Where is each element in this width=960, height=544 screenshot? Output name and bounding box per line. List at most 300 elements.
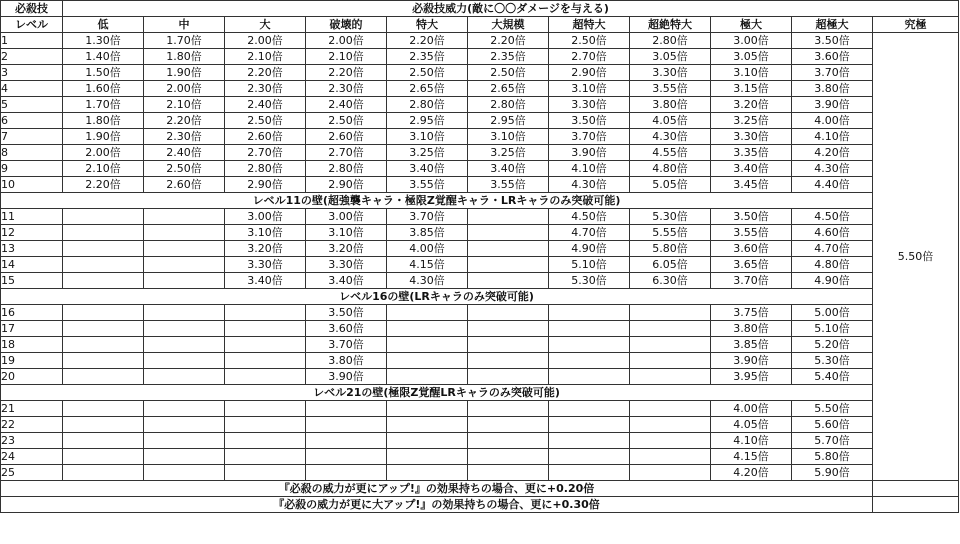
- table-row: [1, 33, 959, 49]
- multiplier-cell: [63, 225, 144, 241]
- corner-label-top: 必殺技: [1, 1, 63, 17]
- multiplier-cell: 3.70倍: [711, 273, 792, 289]
- multiplier-cell: 3.70倍: [306, 337, 387, 353]
- column-header: 超極大: [792, 17, 873, 33]
- multiplier-cell: [468, 337, 549, 353]
- multiplier-cell: 1.80倍: [144, 49, 225, 65]
- multiplier-cell: 3.90倍: [711, 353, 792, 369]
- multiplier-cell: 3.30倍: [306, 257, 387, 273]
- multiplier-cell: 5.05倍: [630, 177, 711, 193]
- multiplier-cell: [63, 433, 144, 449]
- table-row: [1, 353, 959, 369]
- multiplier-cell: 2.80倍: [306, 161, 387, 177]
- multiplier-cell: 2.20倍: [468, 33, 549, 49]
- multiplier-cell: 2.80倍: [630, 33, 711, 49]
- table-row: [1, 305, 959, 321]
- column-header: 超絶特大: [630, 17, 711, 33]
- multiplier-cell: [468, 433, 549, 449]
- column-header: 大規模: [468, 17, 549, 33]
- blank-cell: [873, 481, 959, 497]
- multiplier-cell: 2.20倍: [225, 65, 306, 81]
- multiplier-cell: [468, 417, 549, 433]
- multiplier-cell: 2.70倍: [549, 49, 630, 65]
- multiplier-cell: 4.30倍: [630, 129, 711, 145]
- multiplier-cell: 5.20倍: [792, 337, 873, 353]
- multiplier-cell: 2.40倍: [225, 97, 306, 113]
- multiplier-cell: 6.30倍: [630, 273, 711, 289]
- multiplier-cell: 3.45倍: [711, 177, 792, 193]
- multiplier-cell: [306, 401, 387, 417]
- multiplier-cell: [225, 369, 306, 385]
- multiplier-cell: [468, 353, 549, 369]
- multiplier-cell: [387, 369, 468, 385]
- table-row: [1, 81, 959, 97]
- multiplier-cell: 3.10倍: [468, 129, 549, 145]
- multiplier-cell: 4.20倍: [792, 145, 873, 161]
- multiplier-cell: 4.90倍: [549, 241, 630, 257]
- multiplier-cell: [144, 337, 225, 353]
- multiplier-cell: 2.40倍: [306, 97, 387, 113]
- level-wall-label: レベル16の壁(LRキャラのみ突破可能): [1, 289, 873, 305]
- multiplier-cell: 3.60倍: [792, 49, 873, 65]
- multiplier-cell: [468, 321, 549, 337]
- multiplier-cell: [144, 305, 225, 321]
- level-cell: 8: [1, 145, 63, 161]
- multiplier-cell: [468, 401, 549, 417]
- multiplier-cell: 2.35倍: [468, 49, 549, 65]
- multiplier-cell: 5.90倍: [792, 465, 873, 481]
- multiplier-cell: [225, 401, 306, 417]
- multiplier-cell: 4.50倍: [792, 209, 873, 225]
- footnote-row: [1, 481, 959, 497]
- multiplier-cell: [225, 417, 306, 433]
- multiplier-cell: 5.50倍: [792, 401, 873, 417]
- multiplier-cell: 2.20倍: [387, 33, 468, 49]
- multiplier-cell: 4.50倍: [549, 209, 630, 225]
- level-cell: 7: [1, 129, 63, 145]
- multiplier-cell: [144, 353, 225, 369]
- multiplier-cell: 3.55倍: [387, 177, 468, 193]
- table-row: [1, 433, 959, 449]
- multiplier-cell: 2.65倍: [387, 81, 468, 97]
- multiplier-cell: [306, 433, 387, 449]
- table-row: [1, 257, 959, 273]
- multiplier-cell: 4.20倍: [711, 465, 792, 481]
- level-cell: 4: [1, 81, 63, 97]
- multiplier-cell: 2.00倍: [225, 33, 306, 49]
- multiplier-cell: 3.85倍: [387, 225, 468, 241]
- multiplier-cell: 3.50倍: [792, 33, 873, 49]
- multiplier-cell: 1.50倍: [63, 65, 144, 81]
- multiplier-cell: 4.00倍: [387, 241, 468, 257]
- multiplier-cell: 2.70倍: [306, 145, 387, 161]
- multiplier-cell: [306, 465, 387, 481]
- multiplier-cell: [387, 449, 468, 465]
- multiplier-cell: [144, 225, 225, 241]
- multiplier-cell: 2.60倍: [225, 129, 306, 145]
- multiplier-cell: 2.80倍: [468, 97, 549, 113]
- multiplier-cell: 1.70倍: [144, 33, 225, 49]
- multiplier-cell: 1.60倍: [63, 81, 144, 97]
- multiplier-cell: 3.20倍: [306, 241, 387, 257]
- multiplier-cell: [63, 305, 144, 321]
- column-header: 破壊的: [306, 17, 387, 33]
- multiplier-cell: 3.05倍: [630, 49, 711, 65]
- multiplier-cell: 5.80倍: [792, 449, 873, 465]
- multiplier-cell: 2.65倍: [468, 81, 549, 97]
- multiplier-cell: [306, 417, 387, 433]
- column-header: 大: [225, 17, 306, 33]
- multiplier-cell: 3.10倍: [225, 225, 306, 241]
- table-row: [1, 273, 959, 289]
- multiplier-cell: 2.50倍: [468, 65, 549, 81]
- multiplier-cell: 3.80倍: [792, 81, 873, 97]
- multiplier-cell: 2.00倍: [63, 145, 144, 161]
- multiplier-cell: 1.40倍: [63, 49, 144, 65]
- multiplier-cell: 4.15倍: [387, 257, 468, 273]
- watermark-noise: [690, 515, 950, 523]
- multiplier-cell: [225, 353, 306, 369]
- table-row: [1, 129, 959, 145]
- multiplier-cell: 4.15倍: [711, 449, 792, 465]
- multiplier-cell: [630, 401, 711, 417]
- table-row: [1, 113, 959, 129]
- multiplier-cell: 2.50倍: [144, 161, 225, 177]
- multiplier-cell: 2.10倍: [225, 49, 306, 65]
- multiplier-cell: 5.80倍: [630, 241, 711, 257]
- multiplier-cell: [144, 465, 225, 481]
- multiplier-cell: 5.40倍: [792, 369, 873, 385]
- multiplier-cell: [144, 257, 225, 273]
- multiplier-cell: 3.55倍: [711, 225, 792, 241]
- table-row: [1, 417, 959, 433]
- multiplier-cell: 3.60倍: [306, 321, 387, 337]
- multiplier-cell: 2.80倍: [225, 161, 306, 177]
- multiplier-cell: [144, 433, 225, 449]
- multiplier-cell: 3.40倍: [225, 273, 306, 289]
- table-row: [1, 337, 959, 353]
- table-row: [1, 97, 959, 113]
- multiplier-cell: 3.40倍: [306, 273, 387, 289]
- multiplier-cell: 3.30倍: [630, 65, 711, 81]
- multiplier-cell: 2.70倍: [225, 145, 306, 161]
- multiplier-cell: [63, 369, 144, 385]
- multiplier-cell: [144, 417, 225, 433]
- column-header: 超特大: [549, 17, 630, 33]
- multiplier-cell: 3.80倍: [306, 353, 387, 369]
- multiplier-cell: 3.65倍: [711, 257, 792, 273]
- level-cell: 21: [1, 401, 63, 417]
- multiplier-cell: [630, 449, 711, 465]
- multiplier-cell: [225, 465, 306, 481]
- multiplier-cell: [225, 337, 306, 353]
- multiplier-cell: [549, 417, 630, 433]
- multiplier-cell: [144, 369, 225, 385]
- multiplier-cell: [225, 305, 306, 321]
- footnote: 『必殺の威力が更に大アップ!』の効果持ちの場合、更に+0.30倍: [1, 497, 873, 513]
- multiplier-cell: 3.20倍: [711, 97, 792, 113]
- multiplier-cell: 3.30倍: [225, 257, 306, 273]
- multiplier-cell: 3.30倍: [549, 97, 630, 113]
- level-cell: 22: [1, 417, 63, 433]
- level-cell: 11: [1, 209, 63, 225]
- multiplier-cell: 3.55倍: [630, 81, 711, 97]
- multiplier-cell: [144, 209, 225, 225]
- multiplier-cell: [144, 449, 225, 465]
- table-row: [1, 209, 959, 225]
- multiplier-cell: 3.10倍: [306, 225, 387, 241]
- multiplier-cell: 3.55倍: [468, 177, 549, 193]
- multiplier-cell: 3.90倍: [549, 145, 630, 161]
- level-cell: 23: [1, 433, 63, 449]
- level-wall-label: レベル21の壁(極限Z覚醒LRキャラのみ突破可能): [1, 385, 873, 401]
- table-row: [1, 449, 959, 465]
- multiplier-cell: 3.25倍: [387, 145, 468, 161]
- multiplier-cell: [63, 257, 144, 273]
- multiplier-cell: [63, 449, 144, 465]
- multiplier-cell: 5.10倍: [549, 257, 630, 273]
- multiplier-cell: 3.60倍: [711, 241, 792, 257]
- multiplier-cell: 3.70倍: [792, 65, 873, 81]
- multiplier-cell: 3.90倍: [792, 97, 873, 113]
- multiplier-cell: [549, 353, 630, 369]
- blank-cell: [873, 497, 959, 513]
- level-cell: 5: [1, 97, 63, 113]
- multiplier-cell: [63, 401, 144, 417]
- table-row: [1, 401, 959, 417]
- corner-label-bottom: レベル: [1, 17, 63, 33]
- multiplier-cell: 1.80倍: [63, 113, 144, 129]
- level-cell: 19: [1, 353, 63, 369]
- multiplier-cell: 2.00倍: [144, 81, 225, 97]
- multiplier-cell: 2.60倍: [144, 177, 225, 193]
- level-cell: 14: [1, 257, 63, 273]
- multiplier-cell: 3.00倍: [711, 33, 792, 49]
- multiplier-cell: 1.70倍: [63, 97, 144, 113]
- multiplier-cell: [63, 209, 144, 225]
- multiplier-cell: 3.80倍: [630, 97, 711, 113]
- multiplier-cell: [549, 337, 630, 353]
- multiplier-cell: 3.70倍: [387, 209, 468, 225]
- multiplier-cell: 4.30倍: [549, 177, 630, 193]
- multiplier-cell: 3.40倍: [711, 161, 792, 177]
- multiplier-cell: [630, 465, 711, 481]
- multiplier-cell: 4.30倍: [387, 273, 468, 289]
- multiplier-cell: 2.50倍: [387, 65, 468, 81]
- multiplier-cell: 3.40倍: [387, 161, 468, 177]
- multiplier-cell: 3.10倍: [549, 81, 630, 97]
- multiplier-cell: 2.00倍: [306, 33, 387, 49]
- multiplier-cell: 2.95倍: [468, 113, 549, 129]
- multiplier-cell: [387, 401, 468, 417]
- multiplier-cell: 2.10倍: [306, 49, 387, 65]
- multiplier-cell: [468, 225, 549, 241]
- column-header: 極大: [711, 17, 792, 33]
- multiplier-cell: [63, 465, 144, 481]
- multiplier-cell: 3.50倍: [711, 209, 792, 225]
- multiplier-cell: 2.35倍: [387, 49, 468, 65]
- multiplier-cell: [468, 209, 549, 225]
- multiplier-cell: 4.80倍: [792, 257, 873, 273]
- multiplier-cell: 2.50倍: [549, 33, 630, 49]
- multiplier-cell: [549, 433, 630, 449]
- multiplier-cell: 3.20倍: [225, 241, 306, 257]
- level-cell: 12: [1, 225, 63, 241]
- table-row: [1, 49, 959, 65]
- multiplier-cell: 4.00倍: [711, 401, 792, 417]
- multiplier-cell: [549, 321, 630, 337]
- level-cell: 3: [1, 65, 63, 81]
- multiplier-cell: 2.50倍: [225, 113, 306, 129]
- multiplier-cell: 4.55倍: [630, 145, 711, 161]
- multiplier-cell: [468, 449, 549, 465]
- multiplier-cell: 3.25倍: [711, 113, 792, 129]
- multiplier-cell: 3.75倍: [711, 305, 792, 321]
- table-title: 必殺技威力(敵に〇〇ダメージを与える): [63, 1, 959, 17]
- multiplier-cell: 5.55倍: [630, 225, 711, 241]
- multiplier-cell: 6.05倍: [630, 257, 711, 273]
- multiplier-cell: [144, 273, 225, 289]
- multiplier-cell: 2.20倍: [306, 65, 387, 81]
- multiplier-cell: 2.90倍: [306, 177, 387, 193]
- table-row: [1, 177, 959, 193]
- multiplier-cell: 3.10倍: [711, 65, 792, 81]
- multiplier-cell: [549, 369, 630, 385]
- level-cell: 17: [1, 321, 63, 337]
- multiplier-cell: [63, 337, 144, 353]
- multiplier-cell: [225, 433, 306, 449]
- multiplier-cell: 4.70倍: [792, 241, 873, 257]
- level-cell: 15: [1, 273, 63, 289]
- multiplier-cell: [144, 401, 225, 417]
- multiplier-cell: [468, 305, 549, 321]
- multiplier-cell: 4.70倍: [549, 225, 630, 241]
- ultimate-multiplier: 5.50倍: [873, 33, 959, 481]
- multiplier-cell: [387, 417, 468, 433]
- column-header: 特大: [387, 17, 468, 33]
- level-cell: 25: [1, 465, 63, 481]
- multiplier-cell: [630, 337, 711, 353]
- multiplier-cell: 3.85倍: [711, 337, 792, 353]
- multiplier-cell: 3.30倍: [711, 129, 792, 145]
- table-row: [1, 65, 959, 81]
- multiplier-cell: [468, 465, 549, 481]
- multiplier-cell: 5.30倍: [549, 273, 630, 289]
- multiplier-cell: [630, 417, 711, 433]
- header-row-columns: [1, 17, 959, 33]
- level-wall-row: [1, 289, 959, 305]
- multiplier-cell: 1.90倍: [144, 65, 225, 81]
- level-wall-label: レベル11の壁(超強襲キャラ・極限Z覚醒キャラ・LRキャラのみ突破可能): [1, 193, 873, 209]
- multiplier-cell: [549, 401, 630, 417]
- multiplier-cell: [144, 241, 225, 257]
- multiplier-cell: 4.80倍: [630, 161, 711, 177]
- table-row: [1, 225, 959, 241]
- level-cell: 1: [1, 33, 63, 49]
- column-header: 中: [144, 17, 225, 33]
- multiplier-cell: 3.00倍: [225, 209, 306, 225]
- multiplier-cell: [549, 449, 630, 465]
- multiplier-cell: 2.10倍: [144, 97, 225, 113]
- multiplier-cell: 5.30倍: [792, 353, 873, 369]
- level-cell: 20: [1, 369, 63, 385]
- column-header: 低: [63, 17, 144, 33]
- multiplier-cell: 3.50倍: [306, 305, 387, 321]
- multiplier-cell: [387, 321, 468, 337]
- multiplier-cell: 5.00倍: [792, 305, 873, 321]
- table-row: [1, 321, 959, 337]
- multiplier-cell: 5.10倍: [792, 321, 873, 337]
- multiplier-cell: [63, 417, 144, 433]
- multiplier-cell: 2.95倍: [387, 113, 468, 129]
- multiplier-cell: 3.10倍: [387, 129, 468, 145]
- multiplier-cell: [225, 449, 306, 465]
- multiplier-cell: 2.40倍: [144, 145, 225, 161]
- multiplier-cell: 5.70倍: [792, 433, 873, 449]
- multiplier-cell: [63, 273, 144, 289]
- multiplier-cell: 1.90倍: [63, 129, 144, 145]
- multiplier-cell: 3.25倍: [468, 145, 549, 161]
- multiplier-cell: [630, 369, 711, 385]
- multiplier-cell: [63, 353, 144, 369]
- multiplier-cell: 3.40倍: [468, 161, 549, 177]
- table-row: [1, 145, 959, 161]
- multiplier-cell: [468, 241, 549, 257]
- table-row: [1, 369, 959, 385]
- level-wall-row: [1, 193, 959, 209]
- multiplier-cell: 2.90倍: [225, 177, 306, 193]
- multiplier-cell: 3.05倍: [711, 49, 792, 65]
- multiplier-cell: 3.90倍: [306, 369, 387, 385]
- multiplier-cell: [387, 465, 468, 481]
- multiplier-cell: 2.90倍: [549, 65, 630, 81]
- multiplier-cell: 2.50倍: [306, 113, 387, 129]
- level-cell: 18: [1, 337, 63, 353]
- multiplier-cell: 2.60倍: [306, 129, 387, 145]
- multiplier-cell: [63, 241, 144, 257]
- multiplier-cell: 2.10倍: [63, 161, 144, 177]
- multiplier-cell: [387, 337, 468, 353]
- multiplier-cell: 4.10倍: [711, 433, 792, 449]
- level-cell: 13: [1, 241, 63, 257]
- multiplier-cell: 4.10倍: [792, 129, 873, 145]
- footnote: 『必殺の威力が更にアップ!』の効果持ちの場合、更に+0.20倍: [1, 481, 873, 497]
- multiplier-cell: [549, 465, 630, 481]
- table-row: [1, 241, 959, 257]
- multiplier-cell: 3.95倍: [711, 369, 792, 385]
- multiplier-cell: 2.20倍: [144, 113, 225, 129]
- multiplier-cell: [225, 321, 306, 337]
- table-body: [1, 1, 959, 513]
- header-row-top: [1, 1, 959, 17]
- level-cell: 6: [1, 113, 63, 129]
- level-cell: 9: [1, 161, 63, 177]
- multiplier-cell: 2.80倍: [387, 97, 468, 113]
- level-cell: 2: [1, 49, 63, 65]
- multiplier-cell: 4.05倍: [711, 417, 792, 433]
- table-row: [1, 465, 959, 481]
- multiplier-cell: [630, 321, 711, 337]
- multiplier-cell: 2.30倍: [225, 81, 306, 97]
- multiplier-cell: [387, 433, 468, 449]
- column-header: 究極: [873, 17, 959, 33]
- multiplier-cell: 4.40倍: [792, 177, 873, 193]
- table-row: [1, 161, 959, 177]
- multiplier-cell: [549, 305, 630, 321]
- multiplier-cell: [630, 433, 711, 449]
- multiplier-cell: 3.70倍: [549, 129, 630, 145]
- level-cell: 10: [1, 177, 63, 193]
